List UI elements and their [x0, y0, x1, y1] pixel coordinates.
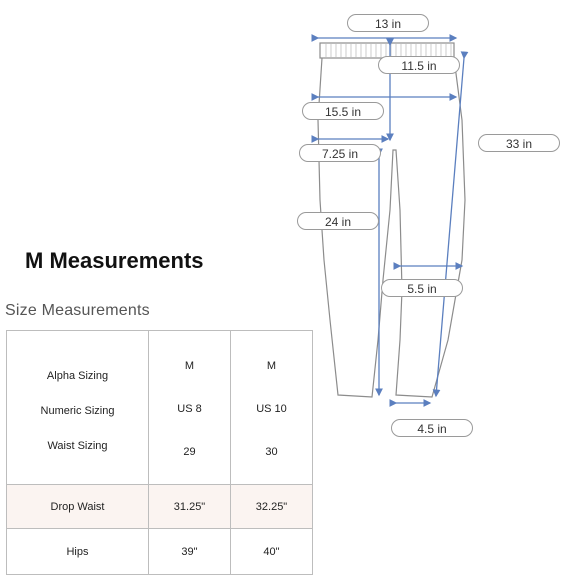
- waist-width-label: 13 in: [347, 14, 429, 32]
- hips-value: 40": [231, 529, 313, 575]
- alpha-value: M: [184, 359, 195, 372]
- sizing-labels-cell: [7, 331, 149, 485]
- outseam-arrow: [436, 58, 464, 396]
- front-rise-label: 7.25 in: [299, 144, 381, 162]
- outseam-label: 33 in: [478, 134, 560, 152]
- table-row: [7, 485, 313, 529]
- alpha-sizing-label: Alpha Sizing: [46, 369, 109, 382]
- hips-value: 39": [149, 529, 231, 575]
- waist-value: 29: [183, 445, 196, 458]
- knee-width-label: 5.5 in: [381, 279, 463, 297]
- waistband-width-label: 11.5 in: [378, 56, 460, 74]
- size-col-2: [231, 331, 313, 485]
- drop-waist-value: 32.25": [231, 485, 313, 529]
- table-row: [7, 529, 313, 575]
- waist-value: 30: [265, 445, 278, 458]
- table-row: [7, 331, 313, 485]
- leg-opening-label: 4.5 in: [391, 419, 473, 437]
- waist-sizing-label: Waist Sizing: [47, 439, 108, 452]
- numeric-value: US 10: [256, 402, 287, 415]
- measurements-heading: M Measurements: [25, 248, 204, 273]
- size-col-1: [149, 331, 231, 485]
- numeric-value: US 8: [177, 402, 202, 415]
- inseam-label: 24 in: [297, 212, 379, 230]
- hip-width-label: 15.5 in: [302, 102, 384, 120]
- numeric-sizing-label: Numeric Sizing: [40, 404, 115, 417]
- drop-waist-value: 31.25": [149, 485, 231, 529]
- drop-waist-label: Drop Waist: [7, 485, 149, 529]
- size-measurements-title: Size Measurements: [5, 302, 150, 319]
- alpha-value: M: [266, 359, 277, 372]
- hips-label: Hips: [7, 529, 149, 575]
- size-table: [6, 330, 313, 575]
